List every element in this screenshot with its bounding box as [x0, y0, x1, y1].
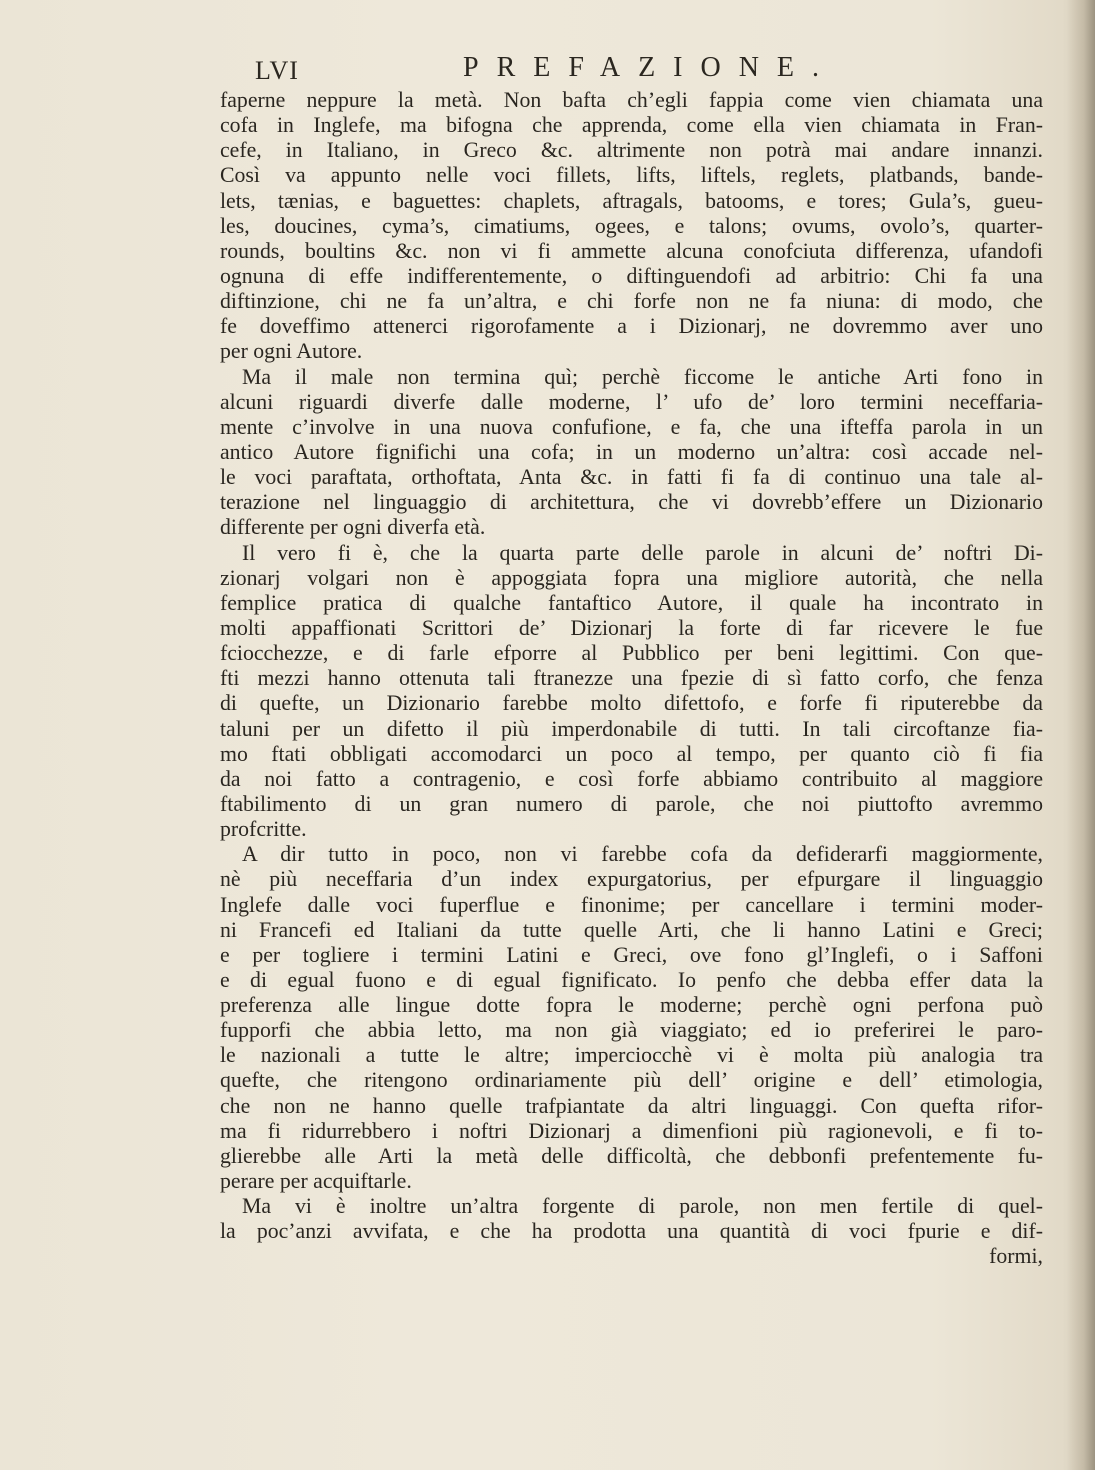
- text-line: nè più neceffaria d’un index expurgatorius, per efpurgare il linguaggio: [220, 867, 1043, 892]
- text-line: lets, tænias, e baguettes: chaplets, aftragals, batooms, e tores; Gula’s, gueu-: [220, 188, 1043, 213]
- text-line: alcuni riguardi diverfe dalle moderne, l’ ufo de’ loro termini neceffaria-: [220, 389, 1043, 414]
- text-line: che non ne hanno quelle trafpiantate da altri linguaggi. Con quefta rifor-: [220, 1093, 1043, 1118]
- text-line: di quefte, un Dizionario farebbe molto difettofo, e forfe fi riputerebbe da: [220, 691, 1043, 716]
- text-line: Così va appunto nelle voci fillets, lifts, liftels, reglets, platbands, bande-: [220, 163, 1043, 188]
- text-line: fti mezzi hanno ottenuta tali ftranezze una fpezie di sì fatto corfo, che fenza: [220, 666, 1043, 691]
- text-line: e di egual fuono e di egual fignificato. Io penfo che debba effer data la: [220, 967, 1043, 992]
- text-line: ognuna di effe indifferentemente, o diftinguendofi ad arbitrio: Chi fa una: [220, 263, 1043, 288]
- body-text: [220, 88, 1043, 1270]
- text-line: per ogni Autore.: [220, 339, 363, 364]
- text-line: Il vero fi è, che la quarta parte delle parole in alcuni de’ noftri Di-: [242, 540, 1043, 565]
- text-line: A dir tutto in poco, non vi farebbe cofa da defiderarfi maggiormente,: [242, 842, 1043, 867]
- page-number: LVI: [255, 56, 299, 85]
- text-line: Ma vi è inoltre un’altra forgente di parole, non men fertile di quel-: [242, 1194, 1043, 1219]
- text-line: cefe, in Italiano, in Greco &c. altrimente non potrà mai andare innanzi.: [220, 138, 1043, 163]
- text-line: fciocchezze, e di farle efporre al Pubblico per beni legittimi. Con que-: [220, 641, 1043, 666]
- text-line: differente per ogni diverfa età.: [220, 515, 486, 540]
- text-line: diftinzione, chi ne fa un’altra, e chi forfe non ne fa niuna: di modo, che: [220, 289, 1043, 314]
- text-line: molti appaffionati Scrittori de’ Dizionarj la forte di far ricevere le fue: [220, 615, 1043, 640]
- text-line: Inglefe dalle voci fuperflue e finonime; per cancellare i termini moder-: [220, 892, 1043, 917]
- text-line: ftabilimento di un gran numero di parole, che noi piuttofto avremmo: [220, 791, 1043, 816]
- text-line: taluni per un difetto il più imperdonabile di tutti. In tali circoftanze fia-: [220, 716, 1043, 741]
- text-line: les, doucines, cyma’s, cimatiums, ogees, e talons; ovums, ovolo’s, quarter-: [220, 213, 1043, 238]
- text-line: fupporfi che abbia letto, ma non già viaggiato; ed io preferirei le paro-: [220, 1018, 1043, 1043]
- running-title: PREFAZIONE.: [463, 52, 838, 83]
- text-line: preferenza alle lingue dotte fopra le moderne; perchè ogni perfona può: [220, 993, 1043, 1018]
- text-line: mente c’involve in una nuova confufione, e fa, che una ifteffa parola in un: [220, 414, 1043, 439]
- text-line: e per togliere i termini Latini e Greci, ove fono gl’Inglefi, o i Saffoni: [220, 942, 1043, 967]
- text-line: terazione nel linguaggio di architettura, che vi dovrebb’effere un Dizionario: [220, 490, 1043, 515]
- text-line: antico Autore fignifichi una cofa; in un moderno un’altra: così accade nel-: [220, 439, 1043, 464]
- text-line: ni Francefi ed Italiani da tutte quelle Arti, che li hanno Latini e Greci;: [220, 917, 1043, 942]
- text-line: femplice pratica di qualche fantaftico Autore, il quale ha incontrato in: [220, 590, 1043, 615]
- text-line: zionarj volgari non è appoggiata fopra una migliore autorità, che nella: [220, 565, 1043, 590]
- text-line: profcritte.: [220, 817, 307, 842]
- text-line: cofa in Inglefe, ma bifogna che apprenda, come ella vien chiamata in Fran-: [220, 113, 1043, 138]
- running-header: [255, 50, 1055, 90]
- text-line: ma fi ridurrebbero i noftri Dizionarj a dimenfioni più ragionevoli, e fi to-: [220, 1118, 1043, 1143]
- page-edge-shadow: [1067, 0, 1095, 1470]
- text-line: fe doveffimo attenerci rigorofamente a i Dizionarj, ne dovremmo aver uno: [220, 314, 1043, 339]
- text-line: da noi fatto a contragenio, e così forfe abbiamo contribuito al maggiore: [220, 766, 1043, 791]
- text-line: formi,: [989, 1244, 1043, 1269]
- text-line: perare per acquiftarle.: [220, 1169, 412, 1194]
- text-line: quefte, che ritengono ordinariamente più dell’ origine e dell’ etimologia,: [220, 1068, 1043, 1093]
- text-line: Ma il male non termina quì; perchè ficcome le antiche Arti fono in: [242, 364, 1043, 389]
- text-line: rounds, boultins &c. non vi fi ammette alcuna conofciuta differenza, ufandofi: [220, 238, 1043, 263]
- text-line: glierebbe alle Arti la metà delle difficoltà, che debbonfi prefentemente fu-: [220, 1143, 1043, 1168]
- text-line: le nazionali a tutte le altre; imperciocchè vi è molta più analogia tra: [220, 1043, 1043, 1068]
- text-line: le voci paraftata, orthoftata, Anta &c. in fatti fi fa di continuo una tale al-: [220, 465, 1043, 490]
- text-line: mo ftati obbligati accomodarci un poco al tempo, per quanto ciò fi fia: [220, 741, 1043, 766]
- text-line: faperne neppure la metà. Non bafta ch’egli fappia come vien chiamata una: [220, 88, 1043, 112]
- text-line: la poc’anzi avvifata, e che ha prodotta una quantità di voci fpurie e dif-: [220, 1219, 1043, 1244]
